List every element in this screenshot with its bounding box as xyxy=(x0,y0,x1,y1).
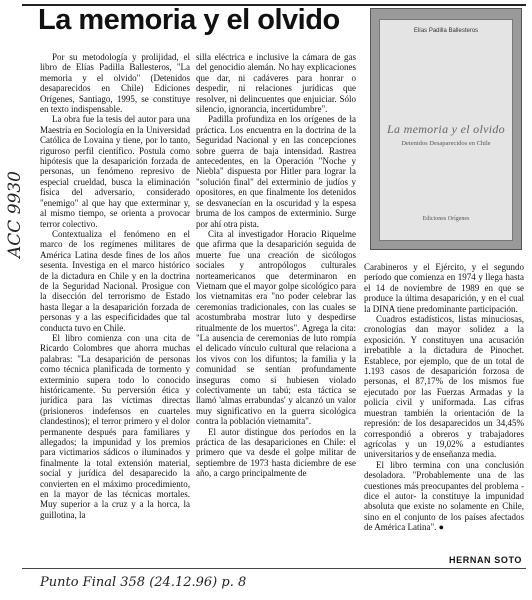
paragraph: Cita al investigador Horacio Riquelme que afirma que la desaparición seguida de muerte fue una creación de sicólogos sociales y antropólogos culturales norteamericanos que determinaron en Vietnam que el mayor golpe sicológico para los vietnamitas era "no poder celebrar las ceremonias tradicionales, con las cuales se acostumbraba mostrar luto y despedirse ritualmente de los muertos". Agrega la cita: "La ausencia de ceremonias de luto rompía el delicado vínculo cultural que relaciona a los vivos con los difuntos; la familia y la comunidad se sentían profundamente inseguras como si hubiesen violado colectivamente un tabú; esta táctica se llamó 'almas errabundas' y alcanzó un valor muy significativo en la guerra sicológica contra la población vietnamita". xyxy=(196,228,356,427)
book-cover xyxy=(379,19,513,241)
paragraph: Carabineros y el Ejército, y el segundo período que comienza en 1974 y llega hasta el 14 de noviembre de 1989 en que se produce la última desaparición, y en el cual la DINA tiene predominante participación. xyxy=(364,262,524,314)
book-cover-photo xyxy=(370,8,522,250)
byline: HERNAN SOTO xyxy=(449,555,522,565)
paragraph: silla eléctrica e inclusive la cámara de gas del genocidio alemán. No hay explicaciones que dar, ni cadáveres para honrar o despedir, ni relaciones jurídicas que resolver, ni delincuentes que enjuiciar. Sólo silencio, ignorancia, incertidumbre". xyxy=(196,52,356,115)
article-column-1 xyxy=(40,52,190,566)
paragraph: Cuadros estadísticos, listas minuciosas, cronologías dan mayor solidez a la exposición. Y constituyen una acusación irrebatible a la dictadura de Pinochet. Establece, por ejemplo, que de un total de 1.193 casos de desaparición forzosa de personas, el 87,17% de los mismos fue ejecutado por las Fuerzas Armadas y la policía civil y uniformada. Las cifras muestran también la orientación de la represión: de los desaparecidos un 34,45% correspondió a obreros y trabajadores agrícolas y un 19,02% a estudiantes universitarios y de enseñanza media. xyxy=(364,314,524,460)
paragraph: El autor distingue dos períodos en la práctica de las desapariciones en Chile: el primero que va desde el golpe militar de septiembre de 1973 hasta diciembre de ese año, a cargo principalmente de xyxy=(196,426,356,479)
handwritten-source-note: Punto Final 358 (24.12.96) p. 8 xyxy=(40,575,247,590)
paragraph: La obra fue la tesis del autor para una Maestría en Sociología en la Universidad Católica de Lovaina y tiene, por lo tanto, riguroso perfil científico. Postula como hipótesis que la desaparición forzada de personas, un fenómeno represivo de especial crueldad, busca la eliminación física del adversario, considerado "enemigo" al que hay que exterminar y, al mismo tiempo, se orienta a provocar terror colectivo. xyxy=(40,114,190,229)
book-cover-title: La memoria y el olvido xyxy=(387,122,505,136)
book-cover-author: Elías Padilla Ballesteros xyxy=(413,28,479,34)
book-cover-publisher: Ediciones Orígenes xyxy=(422,216,470,222)
paragraph: Por su metodología y prolijidad, el libro de Elías Padilla Ballesteros, "La memoria y el olvido" (Detenidos desaparecidos en Chile) Ediciones Orígenes, Santiago, 1995, se constituye en texto indispensable. xyxy=(40,52,190,115)
handwritten-margin-code xyxy=(3,150,31,260)
headline: La memoria y el olvido xyxy=(38,4,340,36)
paragraph: El libro comienza con una cita de Ricardo Colombres que ahorra muchas palabras: "La desaparición de personas como técnica planificada de tormento y exterminio supera todo lo conocido históricamente. Su perversión ética y jurídica para las víctimas directas (prisioneros indefensos en cuarteles clandestinos); el terror primero y el dolor permanente después para familiares y allegados; la impunidad y los premios para victimarios sádicos o iluminados y finalmente la total extensión material, social y jurídica del desaparecido la convierten en el máximo procedimiento, en la mayor de las técnicas mortales. Muy superior a la cruz y a la horca, la guillotina, la xyxy=(40,332,190,520)
margin-code-text: ACC 9930 xyxy=(5,171,25,258)
paragraph: El libro termina con una conclusión desoladora. "Probablemente una de las cuestiones más preocupantes del problema -dice el autor- la constituye la impunidad absoluta que existe no solamente en Chile, sino en el conjunto de los países afectados de América Latina". ● xyxy=(364,459,524,533)
paragraph: Padilla profundiza en los orígenes de la práctica. Los encuentra en la doctrina de la Seguridad Nacional y en las concepciones sobre guerra de baja intensidad. Rastrea antecedentes, en la Operación "Noche y Niebla" dispuesta por Hitler para lograr la "solución final" del exterminio de judíos y opositores, en que finalmente los detenidos se desvanecían en la oscuridad y la espesa bruma de los campos de exterminio. Surge por ahí otra pista. xyxy=(196,114,356,229)
article-column-3 xyxy=(364,262,524,554)
article-column-2 xyxy=(196,52,356,566)
book-cover-subtitle: Detenidos Desaparecidos en Chile xyxy=(401,140,491,147)
paragraph: Contextualiza el fenómeno en el marco de los regímenes militares de América Latina desde fines de los años sesenta. Investiga en el marco histórico de la dictadura en Chile y en la doctrina de la Seguridad Nacional. Prosigue con la disección del terrorismo de Estado hasta llegar a la desaparición forzada de personas y a las especificidades que tal conducta tuvo en Chile. xyxy=(40,228,190,333)
bottom-rule xyxy=(22,568,526,569)
